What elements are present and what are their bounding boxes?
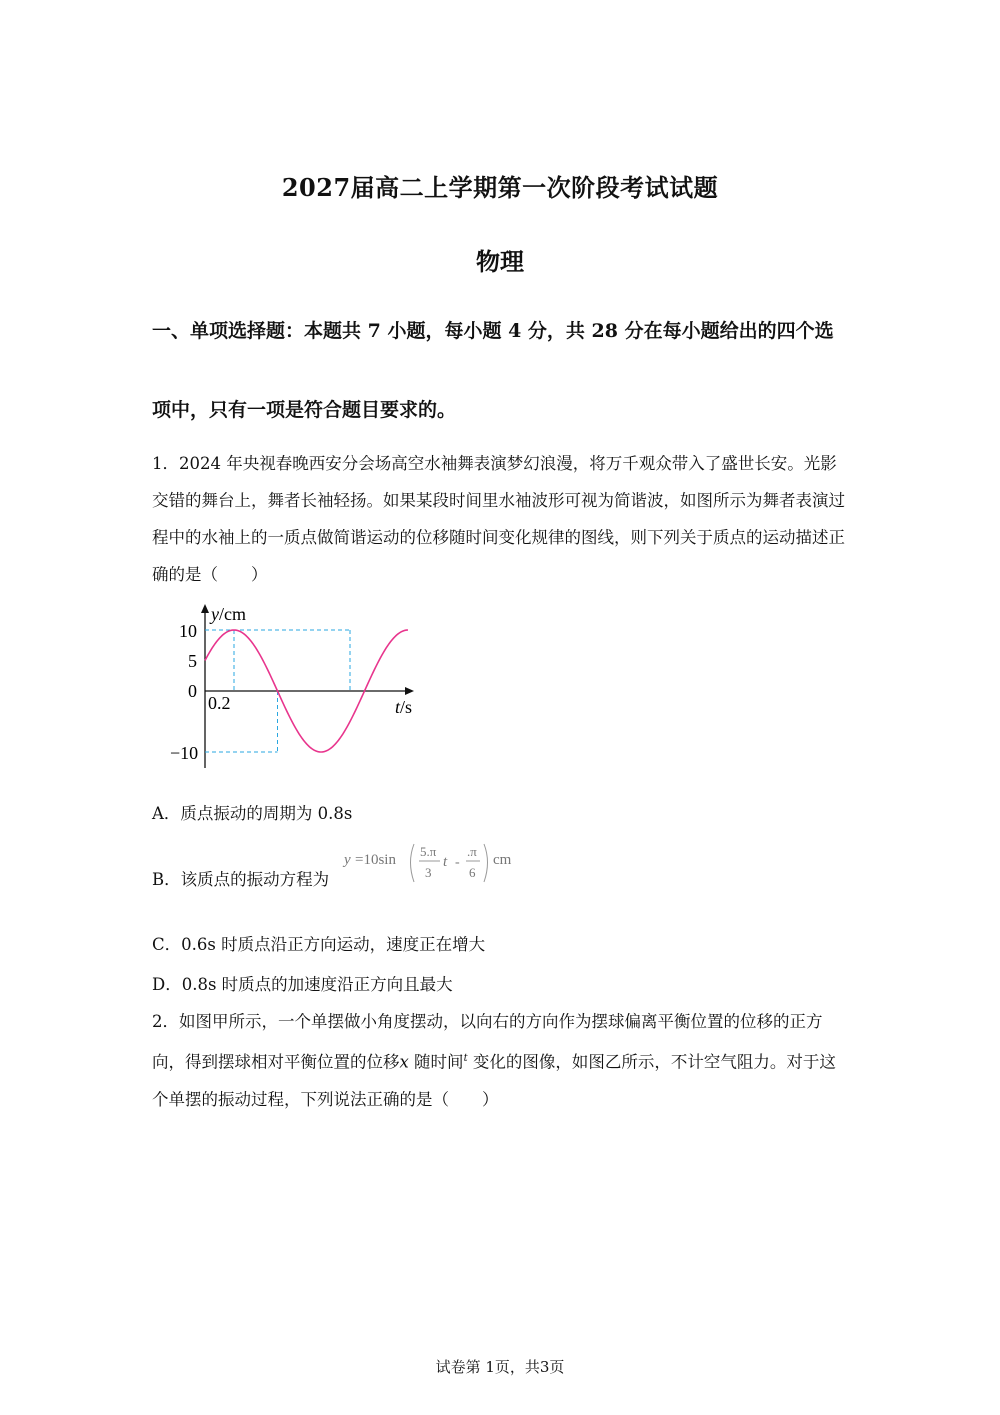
subject-heading: 物理	[476, 247, 524, 276]
displacement-time-chart	[170, 600, 430, 770]
frac2-num: .π	[467, 844, 477, 859]
y-tick-10: 10	[179, 621, 197, 641]
exam-title: 2027届高二上学期第一次阶段考试试题	[281, 173, 719, 202]
q1-option-b: B．该质点的振动方程为	[152, 870, 330, 889]
formula-var-t: t	[443, 854, 448, 870]
q1-option-c: C．0.6s 时质点沿正方向运动，速度正在增大	[152, 935, 486, 954]
question-1-text: 1．2024 年央视春晚西安分会场高空水袖舞表演梦幻浪漫，将万千观众带入了盛世长安。光影交错的舞台上，舞者长袖轻扬。如果某段时间里水袖波形可视为简谐波，如图所示为舞者表演过程中的水袖上的一质点做简谐运动的位移随时间变化规律的图线，则下列关于质点的运动描述正确的是（ ）	[152, 454, 845, 584]
right-paren	[484, 844, 488, 882]
formula-sin: =10sin	[355, 852, 396, 868]
section-heading-line2: 项中，只有一项是符合题目要求的。	[152, 399, 457, 421]
y-tick-neg10: −10	[170, 743, 199, 763]
q2-part1: 2．如图甲所示，一个单摆做小角度摆动，以向右的方向作为摆球偏离平衡位置的位移的正方向，得到摆球相对平衡位置的位移	[152, 1012, 823, 1072]
formula-unit: cm	[493, 852, 512, 868]
q1-option-d: D．0.8s 时质点的加速度沿正方向且最大	[152, 975, 453, 994]
y-tick-5: 5	[188, 651, 197, 671]
q2-var-t: t	[463, 1053, 468, 1064]
formula-minus: -	[455, 855, 460, 870]
formula-lhs: y	[344, 852, 351, 868]
frac1-num: 5.π	[420, 844, 437, 859]
left-paren	[411, 844, 415, 882]
x-axis-label: t/s	[395, 697, 413, 717]
section-heading-line1: 一、单项选择题：本题共 7 小题，每小题 4 分，共 28 分在每小题给出的四个选	[152, 320, 834, 342]
q1-option-a: A．质点振动的周期为 0.8s	[152, 804, 353, 823]
frac2-den: 6	[469, 865, 476, 880]
page-footer: 试卷第 1页，共3页	[435, 1358, 565, 1376]
q2-part2: 随时间	[408, 1052, 464, 1072]
y-axis-label: y/cm	[211, 604, 246, 624]
q2-part3: 变化的图像，如图乙所示，不计空气阻力。对于这个单摆的振动过程，下列说法正确的是（ ）	[152, 1052, 836, 1109]
q1-formula	[342, 838, 522, 888]
frac1-den: 3	[425, 865, 432, 880]
x-axis-arrow	[405, 687, 414, 695]
x-tick-0-2: 0.2	[208, 693, 231, 713]
question-2-text	[152, 1003, 852, 1118]
y-axis-arrow	[201, 604, 209, 613]
y-tick-0: 0	[188, 681, 197, 701]
q2-var-x: x	[399, 1052, 409, 1072]
